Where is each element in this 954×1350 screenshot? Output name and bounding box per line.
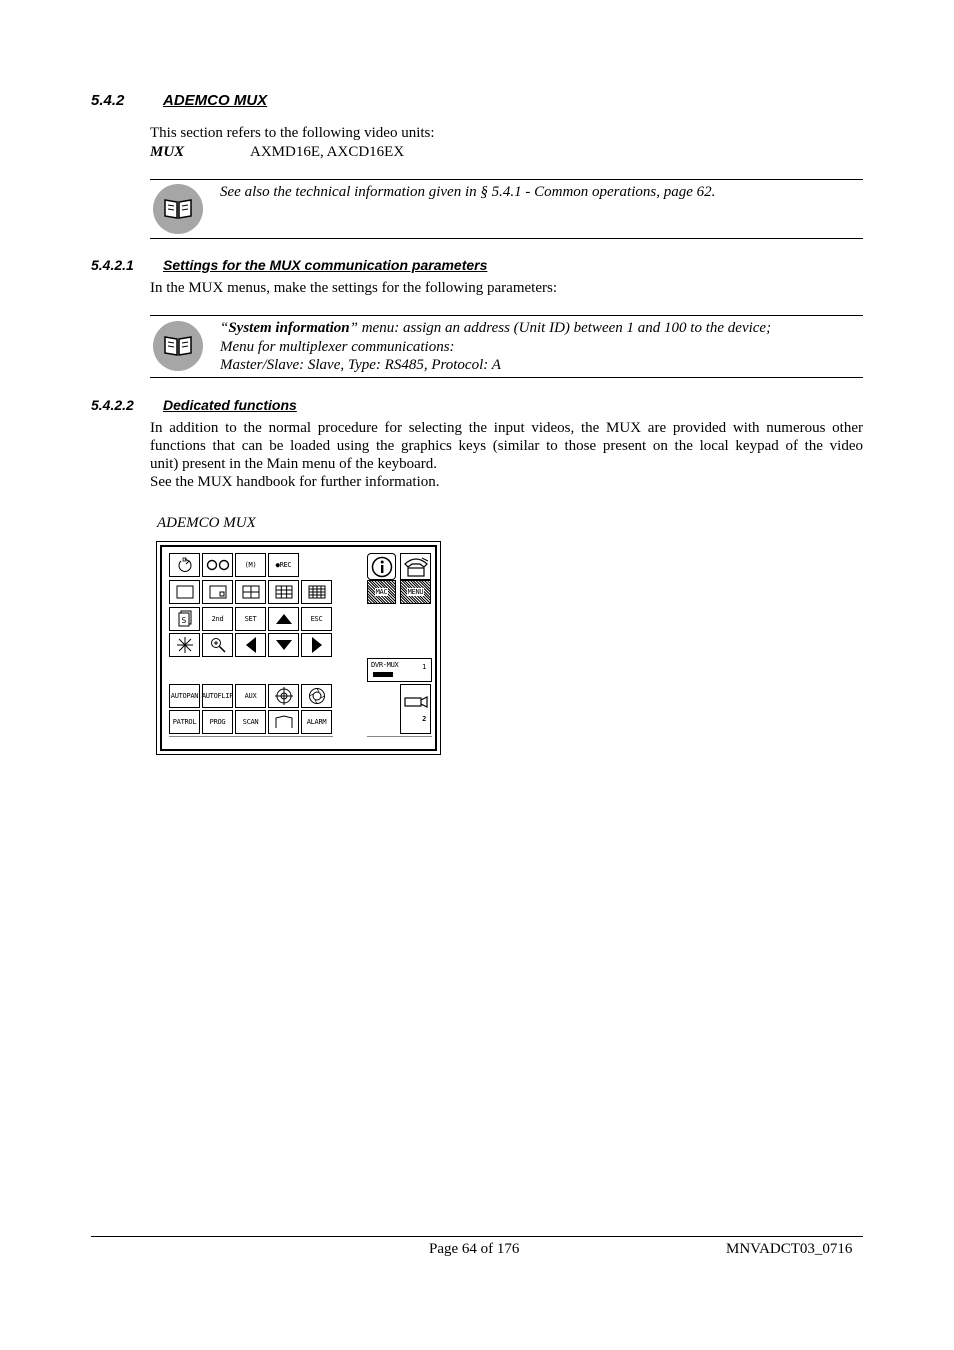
autoflip-label: AUTOFLIP [201, 692, 234, 700]
note2-top-rule [150, 315, 863, 316]
open-quote: “ [220, 320, 229, 336]
aux-button[interactable] [235, 684, 266, 708]
crosshair-icon [274, 687, 294, 705]
bracket-icon [274, 715, 294, 729]
book-icon [153, 184, 203, 234]
note1-top-rule [150, 179, 863, 180]
camera-button[interactable] [400, 684, 431, 734]
autoflip-button[interactable] [202, 684, 233, 708]
sixteen-view-icon [308, 585, 326, 599]
binoculars-icon [206, 558, 230, 572]
figure-caption: ADEMCO MUX [157, 515, 256, 531]
patrol-button[interactable] [169, 710, 200, 734]
sixteen-way-button[interactable] [301, 580, 332, 604]
mac-button[interactable] [367, 580, 396, 604]
device-status-bar [373, 672, 393, 677]
prog-button[interactable] [202, 710, 233, 734]
camera-number: 2 [422, 715, 426, 723]
sequence-list-button[interactable] [169, 607, 200, 631]
down-button[interactable] [268, 633, 299, 657]
esc-label: ESC [310, 615, 323, 623]
prog-label: PROG [209, 718, 226, 726]
subsection1-heading [91, 257, 487, 273]
section-heading [91, 92, 267, 109]
binoculars-button[interactable] [202, 553, 233, 577]
device-indicator[interactable] [367, 658, 432, 682]
mac-label: MAC [375, 588, 388, 596]
snowflake-icon [176, 636, 194, 654]
note2-bottom-rule [150, 377, 863, 378]
subsection2-heading [91, 397, 297, 413]
iris-button[interactable] [301, 684, 332, 708]
camera-icon [404, 695, 428, 709]
sequence-button[interactable] [169, 553, 200, 577]
escape-button[interactable] [301, 607, 332, 631]
up-button[interactable] [268, 607, 299, 631]
note2-text [220, 319, 771, 375]
arrow-up-icon [276, 614, 292, 624]
status-line [169, 736, 333, 737]
arrow-right-icon [312, 637, 322, 653]
pip-icon [209, 585, 227, 599]
stacked-pages-icon [177, 610, 193, 628]
alarm-button[interactable] [301, 710, 332, 734]
aux-label: AUX [244, 692, 257, 700]
info-icon [371, 556, 393, 578]
autopan-label: AUTOPAN [170, 692, 199, 700]
section-title: ADEMCO MUX [163, 92, 268, 109]
para-line: unit) present in the Main menu of the keyboard. [150, 456, 438, 472]
record-button[interactable] [268, 553, 299, 577]
scan-button[interactable] [235, 710, 266, 734]
left-button[interactable] [235, 633, 266, 657]
keypad-screen [156, 541, 441, 755]
section-number: 5.4.2 [91, 92, 125, 109]
status-line [367, 736, 432, 737]
page-number: Page 64 of 176 [429, 1241, 520, 1257]
second-label: 2nd [211, 615, 224, 623]
para-line: In addition to the normal procedure for selecting the input videos, the MUX are provided with numerous other [150, 420, 863, 436]
svg-text:S: S [181, 616, 186, 625]
footer-rule [91, 1236, 863, 1237]
scan-label: SCAN [242, 718, 259, 726]
subsection2-title: Dedicated functions [163, 397, 297, 413]
device-label: DVR-MUX [371, 661, 399, 669]
record-label: ●REC [275, 561, 292, 569]
intro-line: This section refers to the following video units: [150, 125, 435, 141]
device-number: 1 [422, 663, 426, 671]
set-label: SET [244, 615, 257, 623]
note2-line2: Menu for multiplexer communications: [220, 338, 455, 355]
info-button[interactable] [367, 553, 396, 580]
note2-rest: ” menu: assign an address (Unit ID) between 1 and 100 to the device; [349, 320, 772, 336]
subsection1-title: Settings for the MUX communication parameters [163, 257, 488, 273]
menu-button[interactable] [400, 580, 431, 604]
note1-text: See also the technical information given in § 5.4.1 - Common operations, page 62. [220, 184, 716, 200]
right-button[interactable] [301, 633, 332, 657]
zoom-button[interactable] [202, 633, 233, 657]
second-function-button[interactable] [202, 607, 233, 631]
subsection1-text: In the MUX menus, make the settings for the following parameters: [150, 280, 557, 296]
zoom-icon [210, 637, 226, 653]
multiscreen-button[interactable] [235, 553, 266, 577]
arrow-down-icon [276, 640, 292, 650]
alarm-label: ALARM [306, 718, 327, 726]
keypad-screen-frame [160, 545, 437, 751]
unit-models: AXMD16E, AXCD16EX [250, 144, 405, 160]
set-button[interactable] [235, 607, 266, 631]
para-line: functions that can be loaded using the graphics keys (similar to those present on the local keypad of the video [150, 438, 863, 454]
telephone-icon [402, 556, 430, 578]
multiscreen-label: (M) [244, 561, 257, 569]
subsection2-text [150, 419, 863, 491]
nine-way-button[interactable] [268, 580, 299, 604]
single-view-icon [176, 585, 194, 599]
note1-bottom-rule [150, 238, 863, 239]
menu-label: MENU [407, 588, 424, 596]
note2-line3: Master/Slave: Slave, Type: RS485, Protocol: A [220, 357, 501, 373]
quad-button[interactable] [235, 580, 266, 604]
para-line: See the MUX handbook for further information. [150, 474, 440, 490]
system-information-menu: System information [228, 320, 350, 336]
preset-button[interactable] [268, 710, 299, 734]
document-code: MNVADCT03_0716 [726, 1241, 853, 1257]
book-icon [153, 321, 203, 371]
quad-view-icon [242, 585, 260, 599]
target-button[interactable] [268, 684, 299, 708]
freeze-button[interactable] [169, 633, 200, 657]
telephone-button[interactable] [400, 553, 431, 580]
nine-view-icon [275, 585, 293, 599]
picture-in-picture-button[interactable] [202, 580, 233, 604]
autopan-button[interactable] [169, 684, 200, 708]
subsection2-number: 5.4.2.2 [91, 397, 134, 413]
sequence-icon [176, 557, 194, 573]
unit-label: MUX [150, 144, 185, 160]
iris-icon [308, 687, 326, 705]
patrol-label: PATROL [172, 718, 197, 726]
fullscreen-button[interactable] [169, 580, 200, 604]
arrow-left-icon [246, 637, 256, 653]
subsection1-number: 5.4.2.1 [91, 257, 134, 273]
